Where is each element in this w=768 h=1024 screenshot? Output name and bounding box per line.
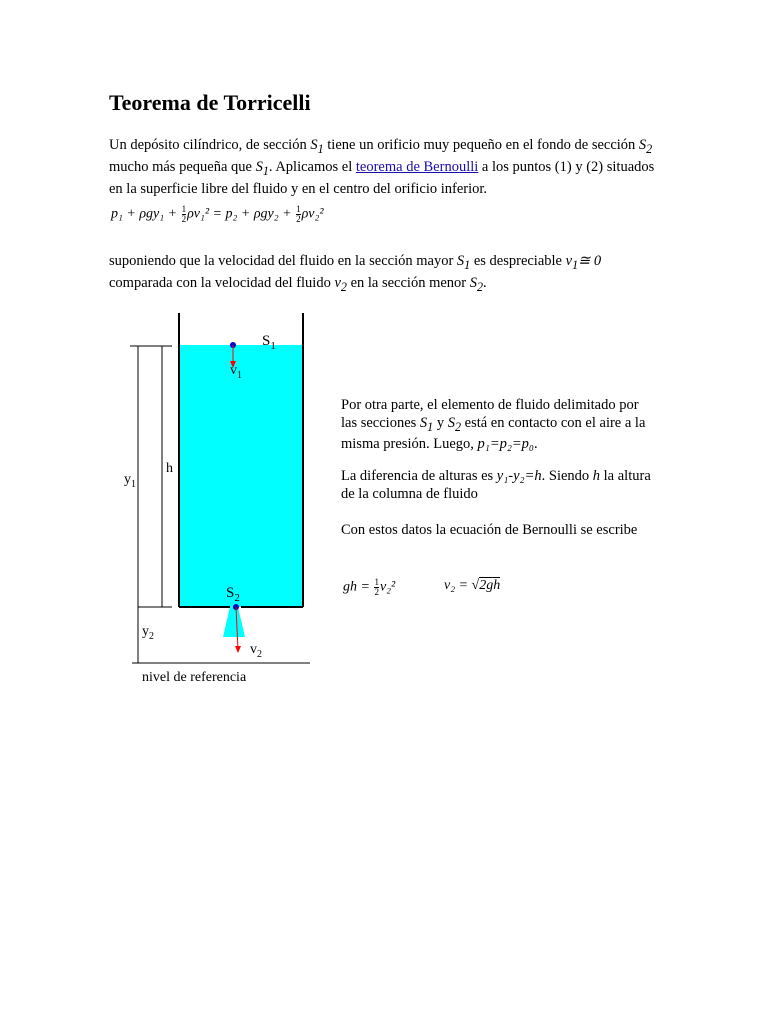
side-paragraph-2: La diferencia de alturas es y₁-y₂=h. Siendo h la altura de la columna de fluido [341,468,651,502]
side-paragraph-3: Con estos datos la ecuación de Bernoulli se escribe [341,522,638,538]
v1-approx: $v_1≅$ 0 [565,253,602,272]
half-fraction: $\frac{1}{2}$ [181,204,187,224]
fluid-column [180,345,302,607]
fluid-jet [223,607,245,637]
label-s2: $S_2$ [226,585,240,604]
s1-symbol-2: $S_1$ [255,158,269,178]
side-paragraph-1: Por otra parte, el elemento de fluido delimitado por las secciones $S_1$ y $S_2$ está en contacto con el aire a la misma presión. Luego, p₁=p₂=p₀. [341,397,646,452]
intro-text-5: a los puntos (1) y (2) situados en la superficie libre del fluido y en el centro del orificio inferior. [109,158,655,197]
intro-text-3: mucho más pequeña que [109,158,256,175]
label-s1: $S_1$ [262,333,276,352]
pressure-equality: p₁=p₂=p₀ [477,435,534,452]
half-fraction-2: $\frac{1}{2}$ [296,204,301,224]
label-v2: $v_2$ [250,642,262,660]
intro-text-4: . Aplicamos el [268,158,356,175]
torricelli-equation-1: gh = $\frac{1}{2}$ v₂² [343,577,396,597]
page-title: Teorema de Torricelli [109,90,311,115]
tank-diagram [110,305,325,690]
s1-symbol: $S_1$ [310,137,324,156]
intro-text-2: tiene un orificio muy pequeño en el fondo de sección [323,137,639,153]
bernoulli-equation: p₁ + ρgy₁ + $\frac{1}{2}$ ρv₁² = p₂ + ρgy₂ + $\frac{1}{2}$ ρv₂² [111,204,324,224]
intro-text-1: Un depósito cilíndrico, de sección [109,137,311,153]
label-v1: $v_1$ [230,363,242,381]
label-h: h [166,461,173,476]
half-fraction-3: $\frac{1}{2}$ [374,577,379,597]
s2-symbol: $S_2$ [638,137,653,156]
label-y2: $y_2$ [142,624,154,642]
v2-arrowhead [235,646,241,653]
label-reference: nivel de referencia [142,670,247,685]
sqrt-sign: √ [471,578,480,593]
height-difference: y₁-y₂=h [496,468,542,484]
torricelli-equation-2: v₂ = √2gh [444,578,501,593]
sqrt-argument: 2gh [479,578,501,593]
label-y1: $y_1$ [124,472,136,490]
intro-paragraph [109,136,669,198]
bernoulli-link[interactable]: teorema de Bernoulli [355,158,479,175]
assumption-paragraph: suponiendo que la velocidad del fluido en la sección mayor $S_1$ es despreciable $v_1≅$ 0 comparada con la velocidad del fluido $v_2$ en la sección menor $S_2$. [109,253,602,294]
